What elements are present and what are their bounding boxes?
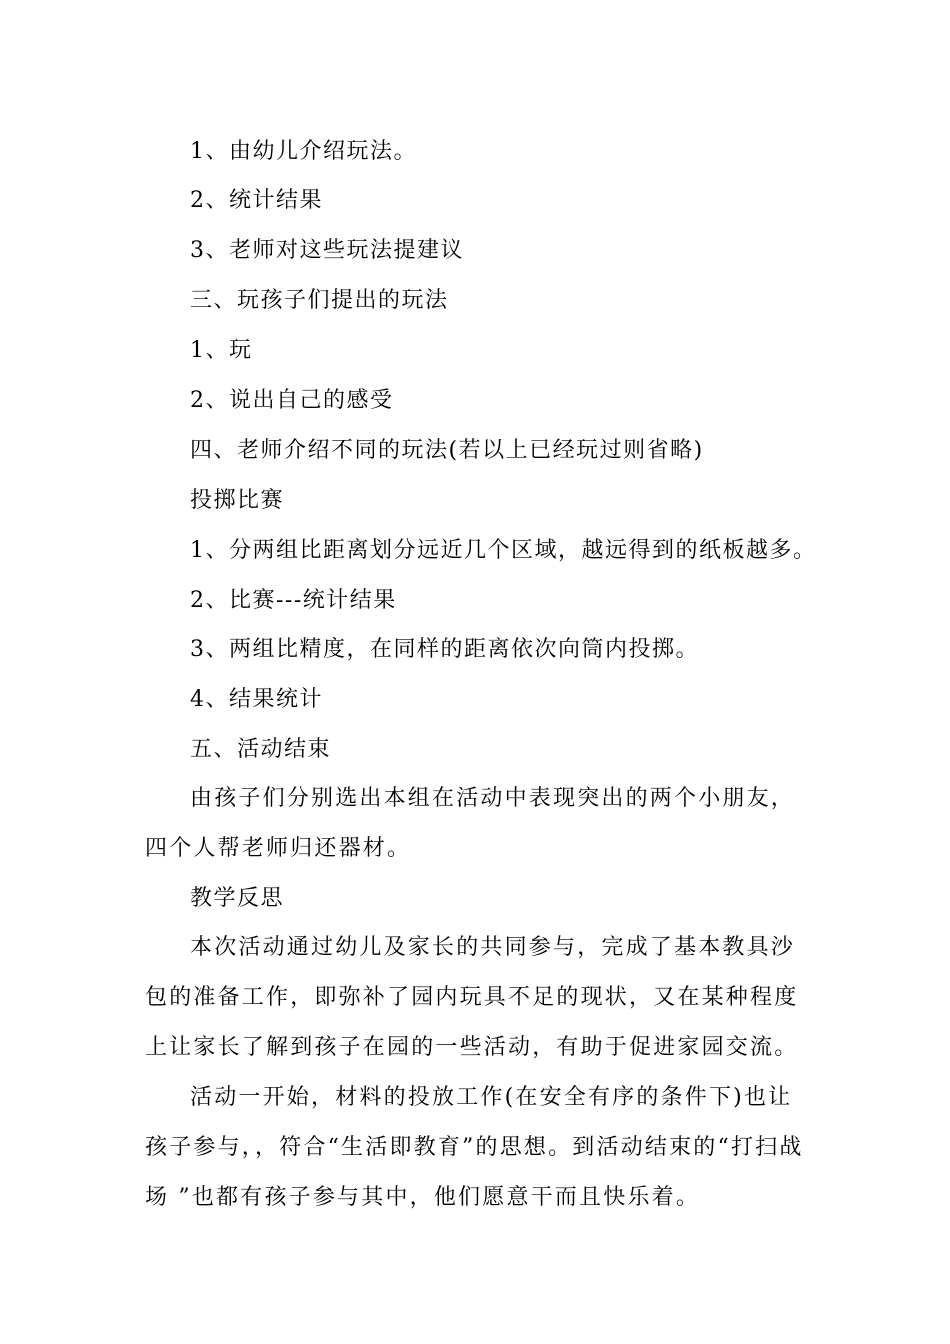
contest-step-results: 4、结果统计 — [190, 687, 323, 712]
step-statistics: 2、统计结果 — [190, 188, 323, 213]
reflection-paragraph-2: 活动一开始，材料的投放工作(在安全有序的条件下)也让孩子参与，，符合“生活即教育”的思想。到活动结束的“打扫战场 ”也都有孩子参与其中，他们愿意干而且快乐着。 — [145, 1085, 804, 1210]
step-share-feelings: 2、说出自己的感受 — [190, 388, 394, 413]
section-three-heading: 三、玩孩子们提出的玩法 — [190, 288, 449, 313]
section-four-heading: 四、老师介绍不同的玩法(若以上已经玩过则省略) — [190, 438, 704, 463]
contest-step-compete: 2、比赛---统计结果 — [190, 588, 397, 613]
step-intro-play: 1、由幼儿介绍玩法。 — [190, 139, 417, 164]
activity-end-paragraph: 由孩子们分别选出本组在活动中表现突出的两个小朋友，四个人帮老师归还器材。 — [145, 786, 796, 861]
contest-step-distance: 1、分两组比距离划分远近几个区域，越远得到的纸板越多。 — [190, 538, 817, 563]
reflection-paragraph-1: 本次活动通过幼儿及家长的共同参与，完成了基本教具沙包的准备工作，即弥补了园内玩具不足的现状，又在某种程度上让家长了解到孩子在园的一些活动，有助于促进家园交流。 — [145, 935, 799, 1060]
step-play: 1、玩 — [190, 338, 253, 363]
throwing-contest-heading: 投掷比赛 — [190, 488, 285, 513]
section-five-heading: 五、活动结束 — [190, 737, 332, 762]
reflection-heading: 教学反思 — [190, 886, 285, 911]
contest-step-precision: 3、两组比精度，在同样的距离依次向筒内投掷。 — [190, 637, 699, 662]
step-teacher-suggestions: 3、老师对这些玩法提建议 — [190, 238, 464, 263]
